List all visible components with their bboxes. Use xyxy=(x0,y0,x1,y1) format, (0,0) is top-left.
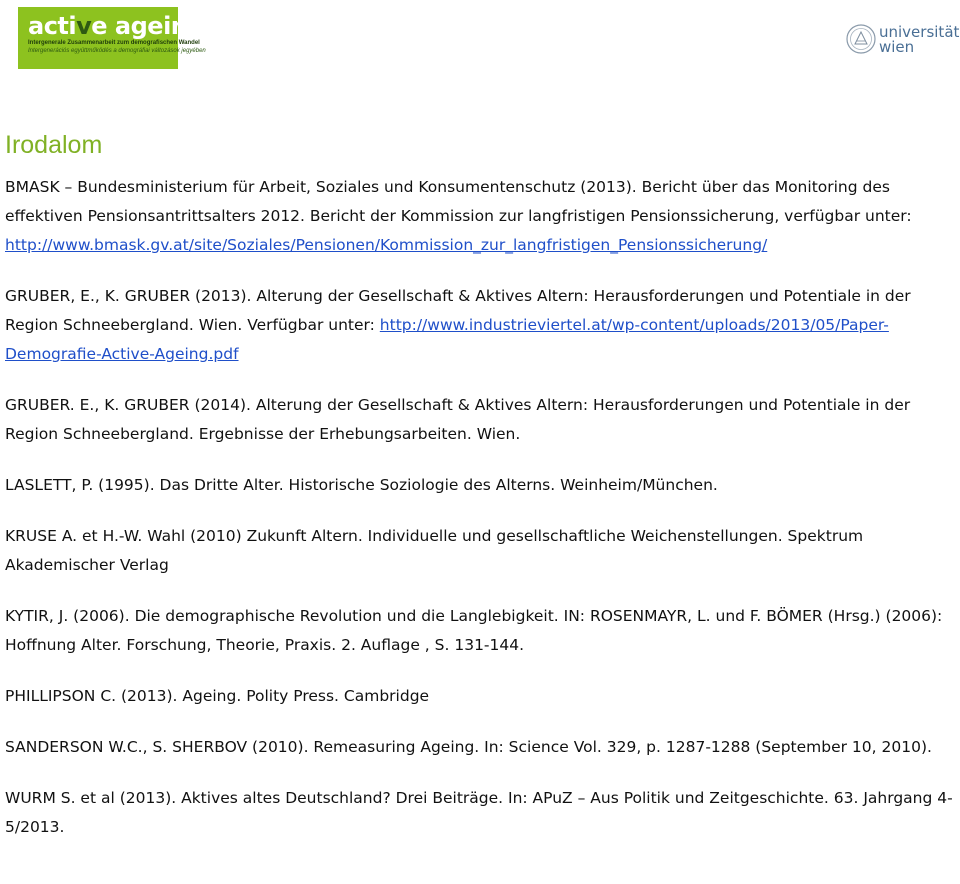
reference-entry: WURM S. et al (2013). Aktives altes Deutschland? Drei Beiträge. In: APuZ – Aus Politik und Zeitgeschichte. 63. Jahrgang 4-5/2013. xyxy=(5,789,953,836)
logo-tagline-hungarian: Intergenerációs együttműködés a demográfiai változások jegyében xyxy=(28,47,206,54)
university-seal-icon xyxy=(846,24,876,54)
reference-entry: KRUSE A. et H.-W. Wahl (2010) Zukunft Altern. Individuelle und gesellschaftliche Weichenstellungen. Spektrum Akademischer Verlag xyxy=(5,527,864,574)
universitaet-wien-logo xyxy=(846,23,960,64)
section-title: Irodalom xyxy=(5,131,103,159)
reference-entry: LASLETT, P. (1995). Das Dritte Alter. Historische Soziologie des Alterns. Weinheim/München. xyxy=(5,476,718,494)
reference-link[interactable]: http://www.bmask.gv.at/site/Soziales/Pensionen/Kommission_zur_langfristigen_Pensionssicherung/ xyxy=(5,236,768,254)
logo-tagline-german: Intergenerale Zusammenarbeit zum demografischen Wandel xyxy=(28,40,200,46)
reference-entry: GRUBER, E., K. GRUBER (2013). Alterung der Gesellschaft & Aktives Altern: Herausforderungen und Potentiale in der Region Schneebergland. Wien. Verfügbar unter: http://www.industrieviertel.at/wp-content/uploads/2013/05/Paper-Demografie-Active-Ageing.pdf xyxy=(5,287,911,363)
active-ageing-logo xyxy=(18,7,206,69)
reference-link[interactable]: http://www.industrieviertel.at/wp-content/uploads/2013/05/Paper-Demografie-Active-Ageing.pdf xyxy=(5,316,889,363)
reference-entry: PHILLIPSON C. (2013). Ageing. Polity Press. Cambridge xyxy=(5,687,430,705)
reference-list xyxy=(5,173,955,864)
reference-entry: SANDERSON W.C., S. SHERBOV (2010). Remeasuring Ageing. In: Science Vol. 329, p. 1287-1288 (September 10, 2010). xyxy=(5,738,932,756)
reference-entry: BMASK – Bundesministerium für Arbeit, Soziales und Konsumentenschutz (2013). Bericht über das Monitoring des effektiven Pensionsantrittsalters 2012. Bericht der Kommission zur langfristigen Pensionssicherung, verfügbar unter: http://www.bmask.gv.at/site/Soziales/Pensionen/Kommission_zur_langfristigen_Pensionssicherung/ xyxy=(5,178,912,254)
university-name: universität wien xyxy=(879,23,960,56)
reference-entry: KYTIR, J. (2006). Die demographische Revolution und die Langlebigkeit. IN: ROSENMAYR, L. und F. BÖMER (Hrsg.) (2006): Hoffnung Alter. Forschung, Theorie, Praxis. 2. Auflage , S. 131-144. xyxy=(5,607,943,654)
logo-brand-text: active ageing xyxy=(28,12,205,40)
reference-entry: GRUBER. E., K. GRUBER (2014). Alterung der Gesellschaft & Aktives Altern: Herausforderungen und Potentiale in der Region Schneebergland. Ergebnisse der Erhebungsarbeiten. Wien. xyxy=(5,396,911,443)
